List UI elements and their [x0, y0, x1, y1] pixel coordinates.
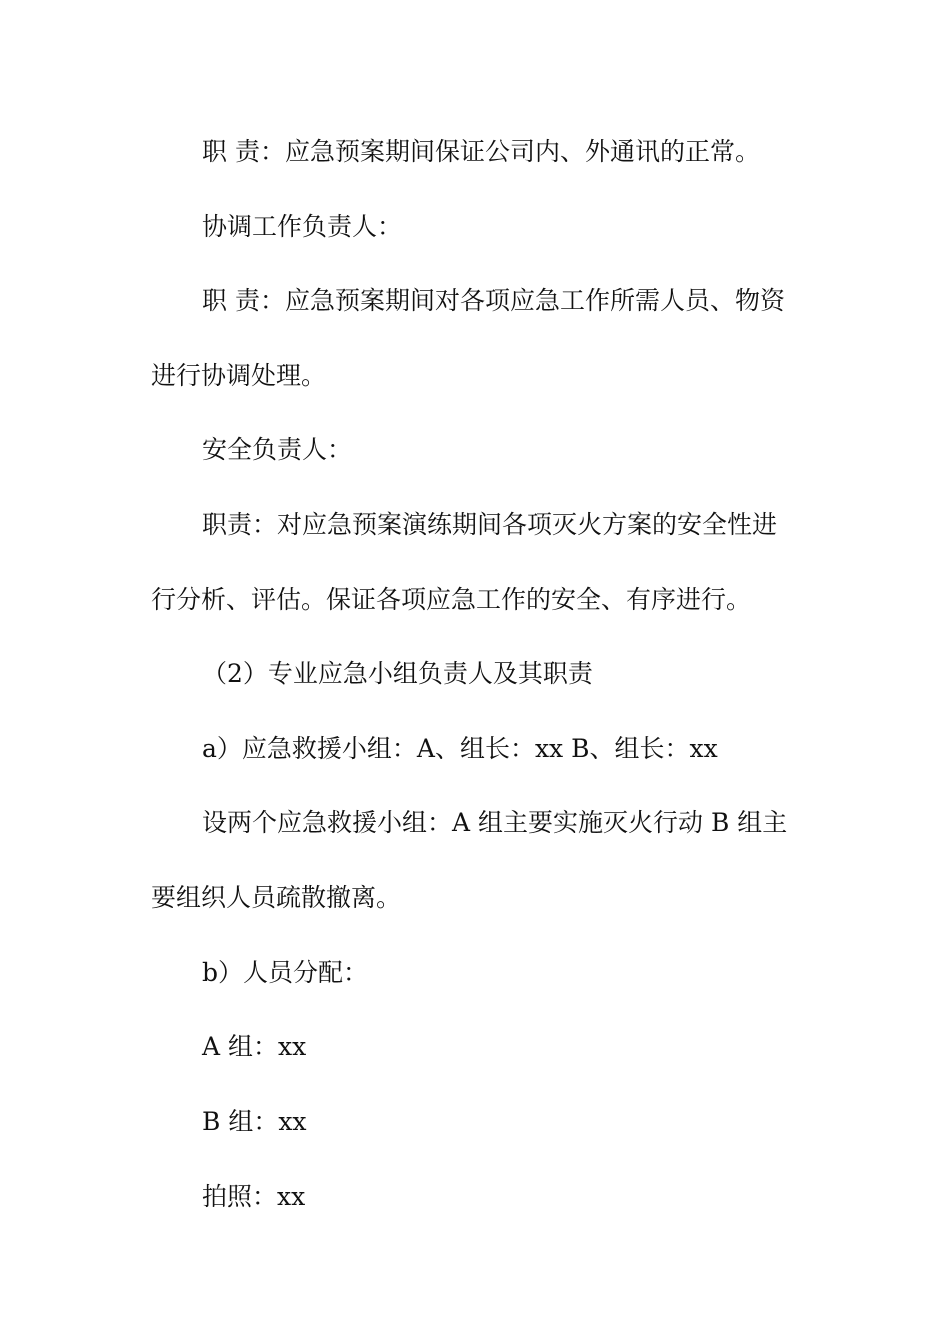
paragraph-coordination-duty-cont: 进行协调处理。 [151, 361, 327, 390]
paragraph-photography: 拍照：xx [202, 1182, 306, 1211]
paragraph-coordination-duty: 职 责：应急预案期间对各项应急工作所需人员、物资 [202, 286, 785, 315]
paragraph-comm-duty: 职 责：应急预案期间保证公司内、外通讯的正常。 [202, 137, 760, 166]
paragraph-safety-lead: 安全负责人： [202, 435, 353, 464]
paragraph-two-teams: 设两个应急救援小组：A 组主要实施灭火行动 B 组主 [202, 808, 788, 837]
paragraph-safety-duty: 职责：对应急预案演练期间各项灭火方案的安全性进 [202, 510, 778, 539]
paragraph-team-a: A 组：xx [202, 1032, 307, 1061]
paragraph-two-teams-cont: 要组织人员疏散撤离。 [151, 883, 402, 912]
section-heading-2: （2）专业应急小组负责人及其职责 [202, 659, 593, 688]
paragraph-coordination-lead: 协调工作负责人： [202, 212, 403, 241]
paragraph-safety-duty-cont: 行分析、评估。保证各项应急工作的安全、有序进行。 [151, 585, 752, 614]
paragraph-rescue-team: a）应急救援小组：A、组长：xx B、组长：xx [202, 734, 718, 763]
paragraph-team-b: B 组：xx [202, 1107, 307, 1136]
paragraph-staff-allocation: b）人员分配： [202, 958, 369, 987]
